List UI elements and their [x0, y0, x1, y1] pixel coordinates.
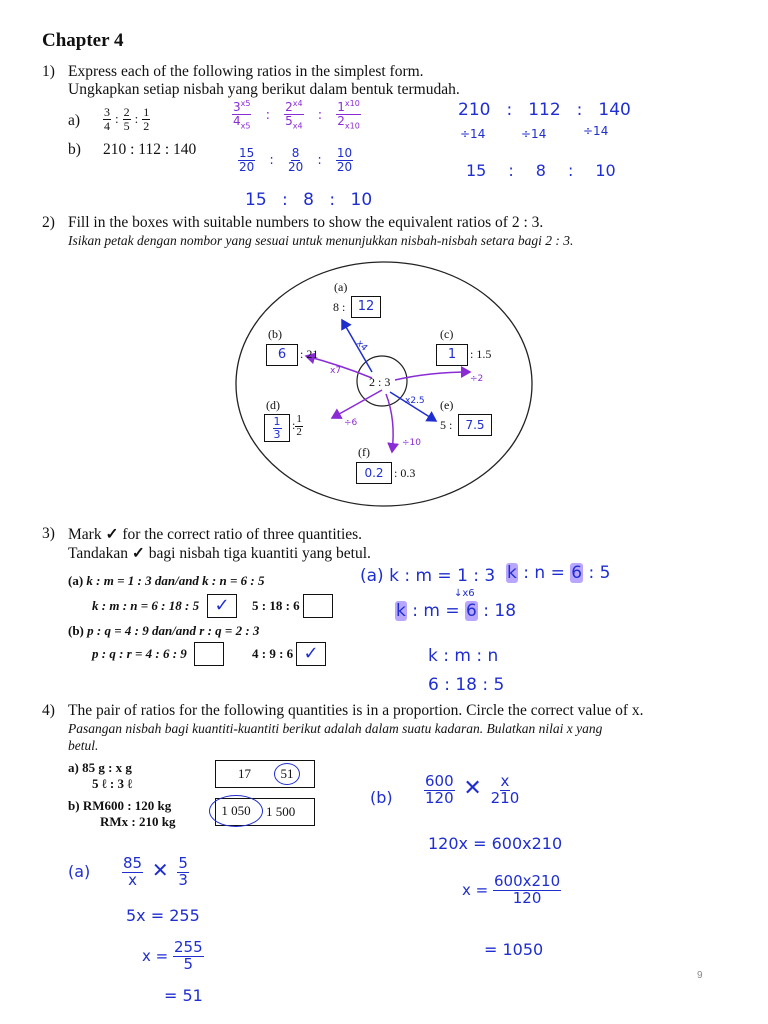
- q2d-label: (d): [266, 398, 280, 412]
- q2c-op: ÷2: [470, 374, 484, 384]
- q3a-given: (a) k : m = 1 : 3 dan/and k : n = 6 : 5: [68, 573, 265, 588]
- q4-number: 4): [42, 702, 55, 719]
- q2e-answer: 7.5: [465, 418, 485, 432]
- q3-hw-line1: (a) k : m = 1 : 3: [360, 566, 496, 586]
- q4b-hw-label: (b): [370, 788, 393, 807]
- q3-hw-line3: k : m : n: [428, 646, 499, 666]
- q4a-ratio2: 5 ℓ : 3 ℓ: [92, 776, 133, 791]
- q2d-answer: $\frac{1}{3}$: [273, 415, 281, 441]
- q4a-opt2[interactable]: 51: [274, 763, 300, 785]
- q3-text-ms: Tandakan ✓ bagi nisbah tiga kuantiti yang betul.: [68, 545, 371, 562]
- q2c-answer: 1: [447, 347, 457, 362]
- q1a-frac-3: $\frac{1}{2}$: [143, 105, 150, 133]
- q3b-opt2: 4 : 9 : 6: [252, 646, 294, 661]
- q3b-opt2-box[interactable]: [296, 642, 326, 666]
- q1a-hw-row2: $\frac{15}{20}$ : $\frac{8}{20}$ : $\frac{10}{20}$: [239, 146, 353, 174]
- q4a-hw-label: (a): [68, 862, 91, 881]
- q2-number: 2): [42, 214, 55, 231]
- q2c-answer-box[interactable]: [436, 344, 468, 366]
- q3b-given: (b) p : q = 4 : 9 dan/and r : q = 2 : 3: [68, 623, 260, 638]
- q1a-ratio: $\frac{3}{4}$ : $\frac{2}{5}$ : $\frac{1}{2}$: [104, 105, 150, 133]
- q1a-hw-result: 15 : 8 : 10: [245, 190, 373, 210]
- q2a-prefix: 8 :: [333, 300, 346, 314]
- q2-arrow-d: [332, 390, 382, 418]
- q3b-opt1-box[interactable]: [194, 642, 224, 666]
- q2a-label: (a): [334, 280, 348, 294]
- q3-hw-x6: ↓x6: [454, 588, 475, 599]
- q2e-answer-box[interactable]: [458, 414, 492, 436]
- q3-hw-line2: k : m = 6 : 18: [396, 601, 517, 621]
- q4b-opt1[interactable]: 1 050: [209, 795, 263, 827]
- q4a-hw-cross: $\frac{85}{x}$ ✕ $\frac{5}{3}$: [123, 854, 188, 889]
- q3a-opt1-box[interactable]: [207, 594, 237, 618]
- q2e-label: (e): [440, 398, 454, 412]
- q3b-opt2-check: ✓: [303, 643, 319, 664]
- q4a-ratios: a) 85 g : x g: [68, 760, 132, 775]
- q2-center-ratio: 2 : 3: [369, 375, 391, 389]
- q4b-hw-step2: x = $\frac{600x210}{120}$: [462, 872, 561, 907]
- q1a-hw-row1: $\frac{3^{x5}}{4_{x5}}$ : $\frac{2^{x4}}{5_{x4}}$ : $\frac{1^{x10}}{2_{x10}}$: [233, 99, 360, 130]
- q4b-hw-final: = 1050: [484, 940, 544, 959]
- q2f-suffix: : 0.3: [394, 466, 416, 480]
- q2-text-ms: Isikan petak dengan nombor yang sesuai untuk menunjukkan nisbah-nisbah setara bagi 2 : 3.: [68, 233, 574, 248]
- q2a-answer-box[interactable]: [351, 296, 381, 318]
- q1b-hw-result: 15 : 8 : 10: [466, 161, 616, 180]
- q2d-suffix: : $\frac{1}{2}$: [292, 413, 302, 438]
- q2f-op: ÷10: [402, 438, 421, 448]
- q2f-answer-box[interactable]: [356, 462, 392, 484]
- q1b-hw-div-2: ÷14: [521, 127, 547, 141]
- q2f-label: (f): [358, 445, 370, 459]
- check-icon: ✓: [105, 526, 119, 543]
- q2b-suffix: : 21: [300, 347, 319, 361]
- q4-text-ms1: Pasangan nisbah bagi kuantiti-kuantiti berikut adalah dalam suatu kadaran. Bulatkan nilai x yang: [68, 721, 603, 736]
- q1b-hw-top: 210 : 112 : 140: [458, 100, 631, 120]
- q4b-hw-cross: $\frac{600}{120}$ ✕ $\frac{x}{210}$: [425, 772, 520, 807]
- q2-text-en: Fill in the boxes with suitable numbers to show the equivalent ratios of 2 : 3.: [68, 214, 544, 231]
- q1a-frac-2: $\frac{2}{5}$: [123, 105, 130, 133]
- q2f-answer: 0.2: [364, 466, 384, 480]
- q2a-answer: 12: [357, 299, 375, 314]
- q1-text-en: Express each of the following ratios in the simplest form.: [68, 63, 424, 80]
- q4a-options-box: [215, 760, 315, 788]
- q1b-hw-div-3: ÷14: [583, 124, 609, 138]
- q4a-opt1[interactable]: 17: [238, 766, 251, 781]
- chapter-title: Chapter 4: [42, 30, 124, 51]
- q2d-answer-box[interactable]: [264, 414, 290, 442]
- q3a-opt1: k : m : n = 6 : 18 : 5: [92, 598, 200, 613]
- q1b-ratio: 210 : 112 : 140: [103, 141, 197, 158]
- q1a-frac-1: $\frac{3}{4}$: [104, 105, 110, 133]
- page-number: 9: [697, 970, 703, 981]
- q4b-ratios: b) RM600 : 120 kg: [68, 798, 172, 813]
- q4a-hw-step2: x = $\frac{255}{5}$: [142, 938, 203, 973]
- q4b-ratio2: RMx : 210 kg: [100, 814, 176, 829]
- q4b-opt2[interactable]: 1 500: [266, 804, 296, 819]
- q3-hw-line1b: k : n = 6 : 5: [507, 563, 611, 583]
- q3-number: 3): [42, 525, 55, 542]
- q2b-answer: 6: [277, 347, 287, 362]
- check-icon: ✓: [131, 545, 145, 562]
- q2e-prefix: 5 :: [440, 418, 453, 432]
- q2b-answer-box[interactable]: [266, 344, 298, 366]
- q2b-label: (b): [268, 327, 282, 341]
- q3a-opt2: 5 : 18 : 6: [252, 598, 300, 613]
- q2c-label: (c): [440, 327, 454, 341]
- q4a-hw-step1: 5x = 255: [126, 906, 200, 925]
- q3a-opt2-box[interactable]: [303, 594, 333, 618]
- q2a-op: x4: [354, 338, 369, 354]
- q1b-hw-div-1: ÷14: [460, 127, 486, 141]
- q3-text-en: Mark ✓ for the correct ratio of three quantities.: [68, 526, 363, 543]
- q3b-opt1: p : q : r = 4 : 6 : 9: [92, 646, 187, 661]
- q4-text-en: The pair of ratios for the following quantities is in a proportion. Circle the correct value of x.: [68, 702, 644, 719]
- q2e-op: x2.5: [405, 396, 425, 406]
- q4-text-ms2: betul.: [68, 738, 99, 753]
- q2c-suffix: : 1.5: [470, 347, 492, 361]
- q2d-op: ÷6: [344, 418, 358, 428]
- q2-arrow-f: [386, 394, 393, 452]
- q4b-hw-step1: 120x = 600x210: [428, 834, 563, 853]
- q1b-label: b): [68, 141, 81, 158]
- q2b-op: x7: [330, 366, 342, 376]
- q4a-hw-final: = 51: [164, 986, 203, 1005]
- q1-number: 1): [42, 63, 55, 80]
- q1a-label: a): [68, 112, 81, 129]
- q1-text-ms: Ungkapkan setiap nisbah yang berikut dalam bentuk termudah.: [68, 81, 460, 98]
- q3-hw-line4: 6 : 18 : 5: [428, 675, 505, 695]
- q3a-opt1-check: ✓: [214, 595, 230, 616]
